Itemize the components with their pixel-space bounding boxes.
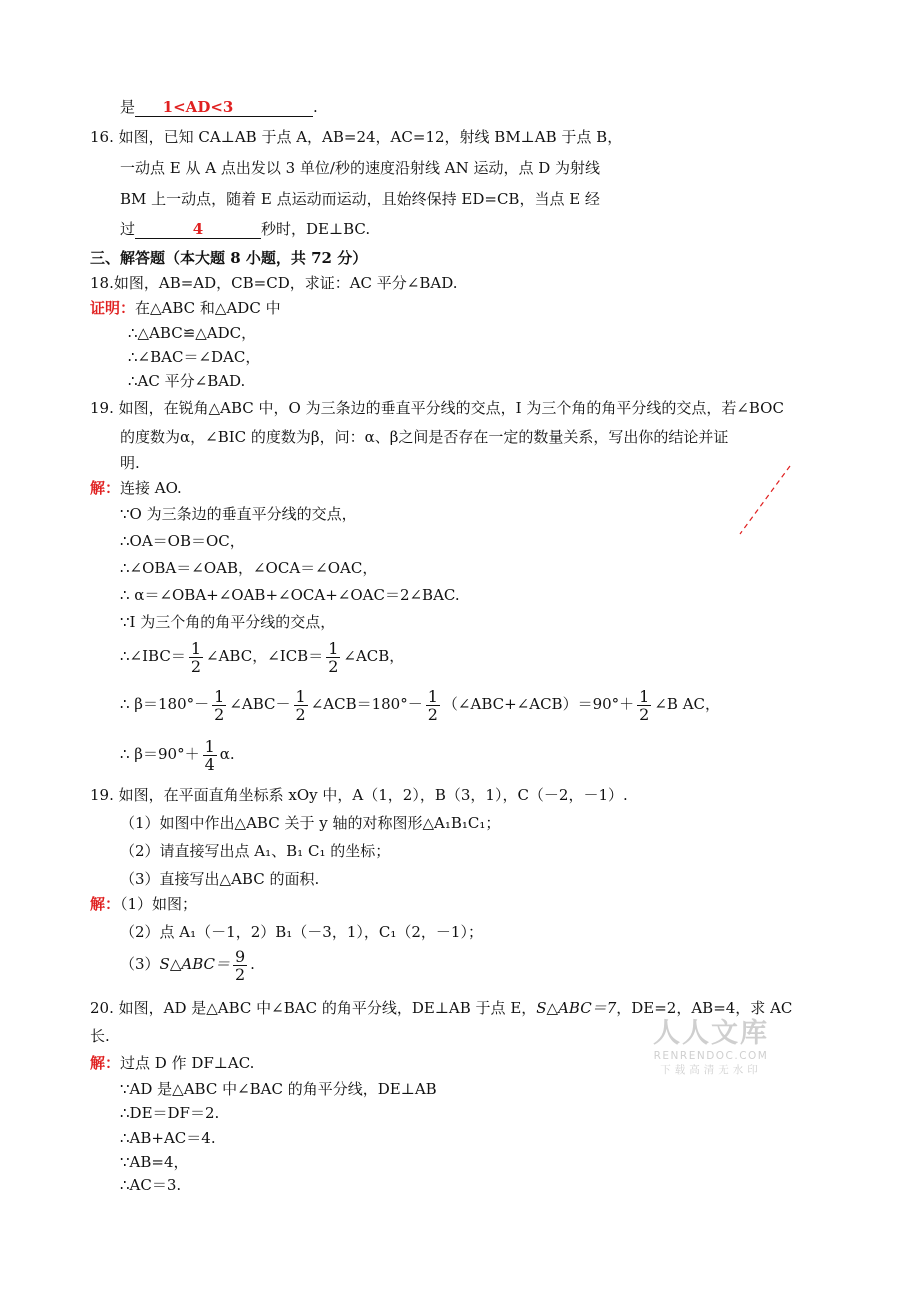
frac-num: 1 — [214, 686, 225, 706]
q19a-step-3: ∴∠OBA＝∠OAB，∠OCA＝∠OAC， — [120, 559, 378, 577]
dashed-red-line — [736, 462, 794, 538]
q16-answer: 4 — [135, 220, 261, 239]
q19a-s6-c: ∠ACB， — [343, 647, 405, 665]
q19b-line — [90, 784, 628, 806]
q20-text-c: ，DE=2，AB=4，求 AC — [616, 999, 793, 1017]
q18-proof-line — [90, 297, 281, 319]
frac-num: 1 — [328, 638, 339, 658]
q20-sol-label: 解： — [90, 1054, 121, 1072]
q16-text1: 如图，已知 CA⊥AB 于点 A，AB=24，AC=12，射线 BM⊥AB 于点 B， — [118, 128, 623, 146]
q19a-s6-b: ∠ABC，∠ICB＝ — [206, 647, 324, 665]
q20-step-2: ∴DE＝DF＝2. — [120, 1104, 220, 1122]
q19a-line3: 明. — [120, 454, 140, 472]
q18-step-3: ∴AC 平分∠BAD. — [128, 372, 246, 390]
frac-den: 2 — [328, 656, 339, 676]
fraction-half — [212, 688, 226, 723]
q19b-solution-line — [90, 893, 197, 915]
q19a-sol-label: 解： — [90, 479, 121, 497]
q16-line3: BM 上一动点，随着 E 点运动而运动，且始终保持 ED=CB，当点 E 经 — [120, 190, 600, 208]
section-3-heading: 三、解答题（本大题 8 小题，共 72 分） — [90, 249, 368, 267]
q15-suffix: . — [313, 98, 318, 116]
frac-num: 9 — [234, 946, 246, 966]
q19b-num: 19. — [90, 786, 114, 804]
fraction-nine-halves — [233, 948, 247, 983]
q19b-text: 如图，在平面直角坐标系 xOy 中，A（1，2），B（3，1），C（－2，－1）. — [118, 786, 628, 804]
q20-step-1: ∵AD 是△ABC 中∠BAC 的角平分线，DE⊥AB — [120, 1080, 437, 1098]
q16-line4-prefix: 过 — [120, 220, 136, 238]
frac-den: 2 — [639, 704, 650, 724]
fraction-half — [326, 640, 340, 675]
q18-line — [90, 272, 457, 294]
q19b-part-1: （1）如图中作出△ABC 关于 y 轴的对称图形△A₁B₁C₁； — [120, 814, 501, 832]
q19a-s7-b: ∠ABC－ — [229, 695, 291, 713]
q19b-part-3: （3）直接写出△ABC 的面积. — [120, 870, 320, 888]
watermark-tagline: 下载高清无水印 — [660, 1064, 762, 1076]
q20-line1 — [90, 997, 792, 1019]
q19a-step-5: ∵I 为三个角的角平分线的交点， — [120, 613, 336, 631]
q18-proof-first: 在△ABC 和△ADC 中 — [135, 299, 281, 317]
frac-num: 1 — [190, 638, 202, 658]
q19b-a3-suffix: . — [250, 955, 255, 973]
q19b-sol-label: 解： — [90, 895, 121, 913]
q18-text: 如图，AB=AD，CB=CD，求证：AC 平分∠BAD. — [113, 274, 458, 292]
frac-den: 2 — [234, 964, 246, 984]
q19b-part-2: （2）请直接写出点 A₁、B₁ C₁ 的坐标； — [120, 842, 391, 860]
q15-answer-line — [120, 96, 318, 118]
q19b-answer-3 — [120, 944, 255, 984]
q20-line2: 长. — [90, 1027, 110, 1045]
q15-blank-tail — [261, 98, 313, 117]
fraction-half — [189, 640, 203, 675]
frac-den: 2 — [427, 704, 438, 724]
q20-step-3: ∴AB+AC＝4. — [120, 1129, 216, 1147]
q16-num: 16. — [90, 128, 114, 146]
q18-step-1: ∴△ABC≌△ADC， — [128, 324, 257, 342]
q20-step-4: ∵AB=4， — [120, 1153, 189, 1171]
fraction-quarter — [203, 738, 217, 773]
q19a-step-2: ∴OA＝OB＝OC， — [120, 532, 245, 550]
watermark-title: 人人文库 — [653, 1018, 769, 1049]
q19a-s7-d: （∠ABC+∠ACB）＝90°＋ — [442, 695, 635, 713]
q18-proof-label: 证明： — [90, 299, 136, 317]
q19a-num: 19. — [90, 399, 114, 417]
q19a-solution-line — [90, 477, 182, 499]
q19a-step-8 — [120, 734, 235, 774]
fraction-half — [294, 688, 308, 723]
q19a-step-7 — [120, 684, 720, 724]
q19a-text1: 如图，在锐角△ABC 中，O 为三条边的垂直平分线的交点，I 为三个角的角平分线的交点，若∠BOC — [118, 399, 784, 417]
frac-num: 1 — [295, 686, 306, 706]
watermark-domain: RENRENDOC.COM — [653, 1050, 769, 1062]
q19a-s7-c: ∠ACB＝180°－ — [310, 695, 423, 713]
fraction-half — [426, 688, 440, 723]
frac-den: 4 — [204, 754, 215, 774]
q15-prefix: 是 — [120, 98, 136, 116]
q19a-step-4: ∴ α＝∠OBA+∠OAB+∠OCA+∠OAC＝2∠BAC. — [120, 586, 460, 604]
q19a-s6-a: ∴∠IBC＝ — [120, 647, 186, 665]
q16-line1 — [90, 126, 622, 148]
frac-num: 1 — [639, 686, 650, 706]
fraction-half — [637, 688, 651, 723]
q16-line4-suffix: 秒时，DE⊥BC. — [261, 220, 371, 238]
q18-step-2: ∴∠BAC＝∠DAC， — [128, 348, 261, 366]
q20-solution-line — [90, 1052, 254, 1074]
q20-text-a: 如图，AD 是△ABC 中∠BAC 的角平分线，DE⊥AB 于点 E， — [118, 999, 537, 1017]
q16-line4 — [120, 218, 370, 240]
q19a-line1 — [90, 397, 784, 419]
q19a-s8-a: ∴ β＝90°＋ — [120, 745, 200, 763]
watermark-logo — [650, 1018, 772, 1077]
q19b-answer-1: （1）如图； — [120, 895, 198, 913]
q16-line2: 一动点 E 从 A 点出发以 3 单位/秒的速度沿射线 AN 运动，点 D 为射线 — [120, 159, 601, 177]
frac-den: 2 — [214, 704, 225, 724]
q15-answer: 1<AD<3 — [135, 98, 261, 117]
q19a-line2: 的度数为α，∠BIC 的度数为β，问：α、β之间是否存在一定的数量关系，写出你的结论并证 — [120, 428, 729, 446]
q19a-s7-e: ∠B AC， — [654, 695, 721, 713]
frac-den: 2 — [295, 704, 306, 724]
q19a-s7-a: ∴ β＝180°－ — [120, 695, 210, 713]
q19a-step-6 — [120, 636, 404, 676]
q18-num: 18. — [90, 274, 114, 292]
q20-step-5: ∴AC＝3. — [120, 1176, 182, 1194]
q19a-step-1: ∵O 为三条边的垂直平分线的交点， — [120, 505, 357, 523]
frac-den: 2 — [190, 656, 202, 676]
q20-sol-first: 过点 D 作 DF⊥AC. — [120, 1054, 255, 1072]
q19a-sol-first: 连接 AO. — [120, 479, 182, 497]
q19b-a3-expr: S△ABC＝ — [159, 955, 230, 973]
frac-num: 1 — [204, 736, 215, 756]
q20-num: 20. — [90, 999, 114, 1017]
q19b-answer-2: （2）点 A₁（－1，2）B₁（－3，1），C₁（2，－1）； — [120, 923, 483, 941]
q19b-a3-prefix: （3） — [120, 955, 160, 973]
frac-num: 1 — [427, 686, 438, 706]
q19a-s8-b: α. — [219, 745, 235, 763]
q20-text-b: S△ABC＝7 — [536, 999, 617, 1017]
